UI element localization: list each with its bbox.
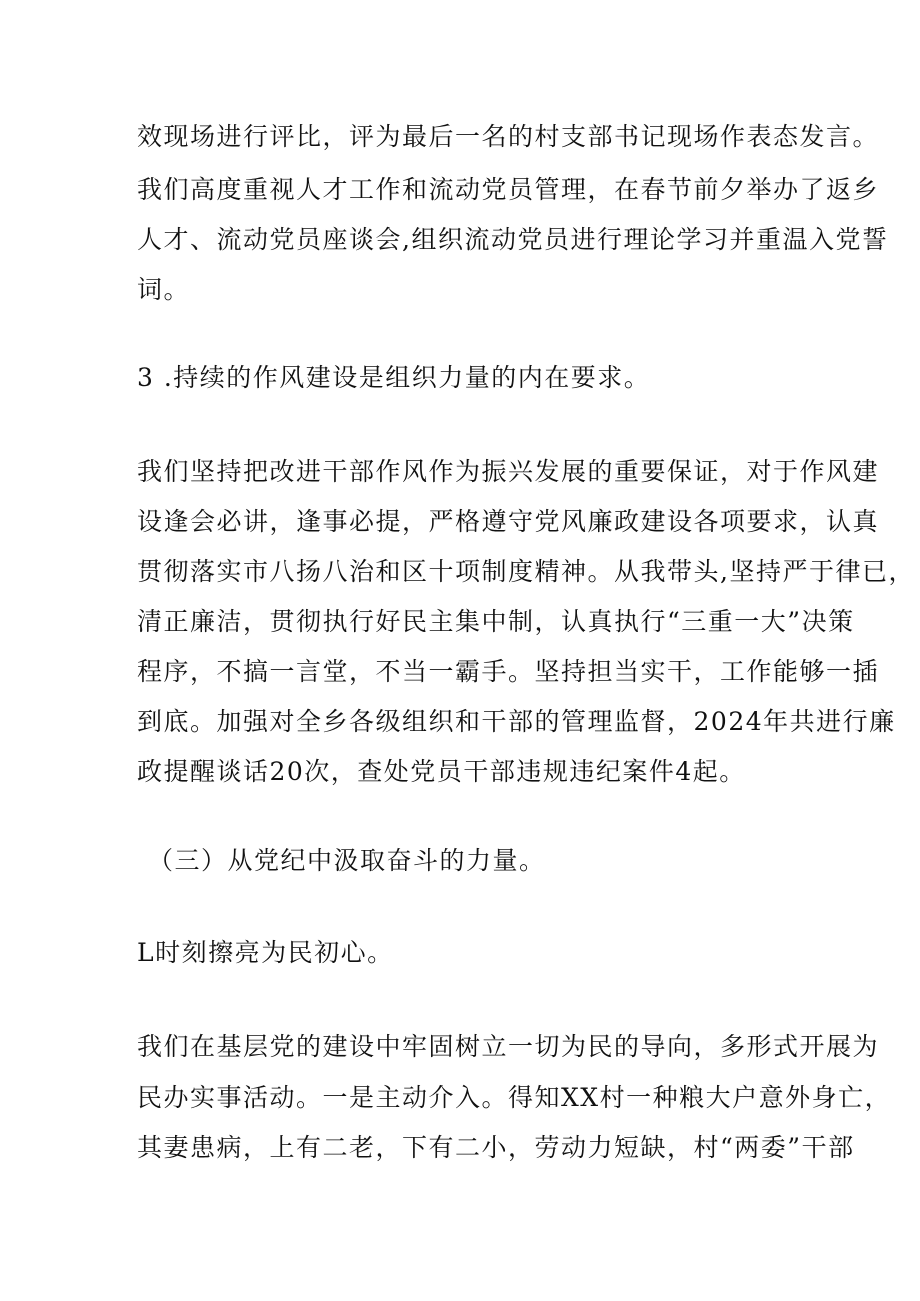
paragraph-line: 我们坚持把改进干部作风作为振兴发展的重要保证，对于作风建: [137, 457, 880, 486]
paragraph-line: 人才、流动党员座谈会,组织流动党员进行理论学习并重温入党誓: [137, 225, 889, 254]
paragraph-line: 我们高度重视人才工作和流动党员管理，在春节前夕举办了返乡: [137, 175, 880, 204]
section-heading: L时刻擦亮为民初心。: [137, 938, 394, 967]
paragraph-line: 设逢会必讲，逢事必提，严格遵守党风廉政建设各项要求，认真: [137, 507, 880, 536]
paragraph-line: 词。: [137, 275, 191, 304]
paragraph-line: 贯彻落实市八扬八治和区十项制度精神。从我带头,坚持严于律已，: [137, 557, 915, 586]
paragraph-line: 政提醒谈话20次，查处党员干部违规违纪案件4起。: [137, 757, 746, 786]
paragraph-line: 到底。加强对全乡各级组织和干部的管理监督，2024年共进行廉: [137, 707, 896, 736]
section-heading: 3 .持续的作风建设是组织力量的内在要求。: [137, 363, 651, 392]
paragraph-line: 程序，不搞一言堂，不当一霸手。坚持担当实干，工作能够一插: [137, 657, 880, 686]
section-heading: （三）从党纪中汲取奋斗的力量。: [148, 846, 546, 875]
paragraph-line: 效现场进行评比，评为最后一名的村支部书记现场作表态发言。: [137, 122, 880, 151]
paragraph-line: 清正廉洁，贯彻执行好民主集中制，认真执行“三重一大”决策: [137, 607, 855, 636]
paragraph-line: 民办实事活动。一是主动介入。得知XX村一种粮大户意外身亡，: [137, 1083, 892, 1112]
paragraph-line: 其妻患病，上有二老，下有二小，劳动力短缺，村“两委”干部: [137, 1133, 855, 1162]
paragraph-line: 我们在基层党的建设中牢固树立一切为民的导向，多形式开展为: [137, 1032, 880, 1061]
